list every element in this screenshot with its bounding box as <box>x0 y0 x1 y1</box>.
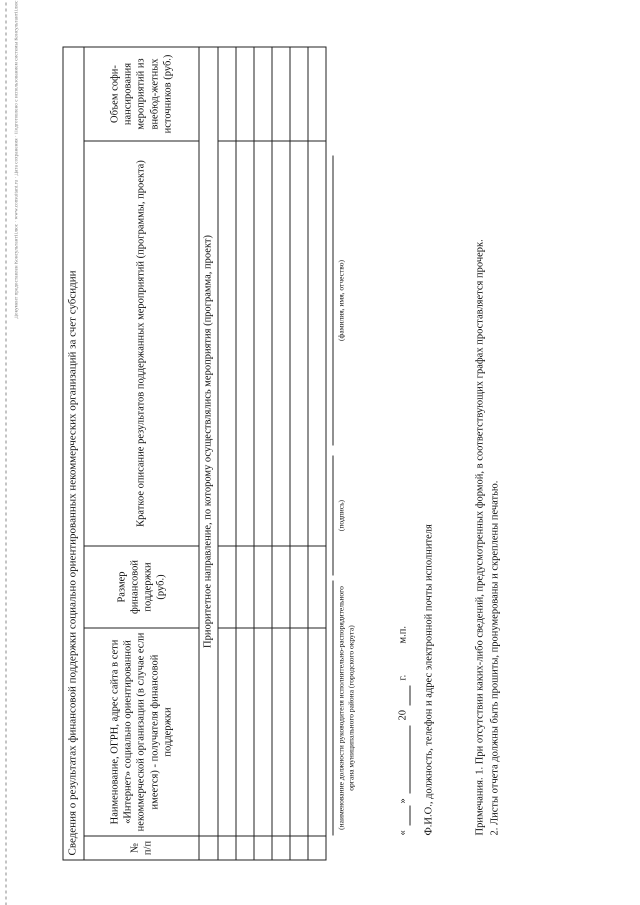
date-open: « <box>397 829 408 835</box>
report-table <box>62 46 326 860</box>
priority-row <box>199 47 218 860</box>
note-1: Примечания. 1. При отсутствии каких-либо сведений, предусмотренных формой, в соответствующих графах проставляется прочерк. <box>474 238 485 835</box>
name-caption: (фамилия, имя, отчество) <box>336 259 345 341</box>
table-caption: Сведения о результатах финансовой поддержки социально ориентированных некоммерческих организаций за счет субсидии <box>63 47 84 860</box>
position-line <box>332 580 333 835</box>
position-caption: (наименование должности руководителя исполнительно-распорядительного органа муниципального района (городского округа) <box>336 585 356 830</box>
table-row <box>236 47 254 860</box>
table-row <box>254 47 272 860</box>
priority-num <box>199 836 218 860</box>
note-2: 2. Листы отчета должны быть прошиты, пронумерованы и скреплены печатью. <box>489 480 500 835</box>
header-desc: Краткое описание результатов поддержанных мероприятий (программы, проекта) <box>84 141 199 546</box>
table-row <box>218 47 236 860</box>
table-row <box>308 47 326 860</box>
stamp-label: м.п. <box>397 625 408 643</box>
header-amount: Размер финансовой поддержки (руб.) <box>84 546 199 628</box>
table-header-row <box>84 47 199 860</box>
date-close: » <box>397 797 408 803</box>
margin-rule <box>5 0 6 905</box>
margin-watermark: Документ предоставлен КонсультантПлюс · www.consultant.ru · Дата сохранения · Подготовлено с использованием системы КонсультантПлюс <box>14 0 19 318</box>
executor-label: Ф.И.О., должность, телефон и адрес электронной почты исполнителя <box>423 523 434 835</box>
year-line <box>409 685 410 705</box>
header-org: Наименование, ОГРН, адрес сайта в сети «Интернет» социально ориентированной некоммерческой организации (в случае если имеется) - получателя финансовой поддержки <box>84 628 199 836</box>
table-caption-row <box>63 47 84 860</box>
table-row <box>272 47 290 860</box>
signature-line <box>332 455 333 575</box>
year-prefix: 20 <box>397 709 408 720</box>
month-line <box>409 725 410 793</box>
header-num: № п/п <box>84 836 199 860</box>
day-line <box>409 805 410 825</box>
year-suffix: г. <box>397 674 408 680</box>
signature-caption: (подпись) <box>336 499 345 531</box>
priority-label: Приоритетное направление, по которому осуществлялись мероприятия (программа, проект) <box>199 47 218 836</box>
header-cofin: Объем софи-нансирования мероприятий из внебюд-жетных источников (руб.) <box>84 47 199 141</box>
name-line <box>332 155 333 445</box>
table-row <box>290 47 308 860</box>
